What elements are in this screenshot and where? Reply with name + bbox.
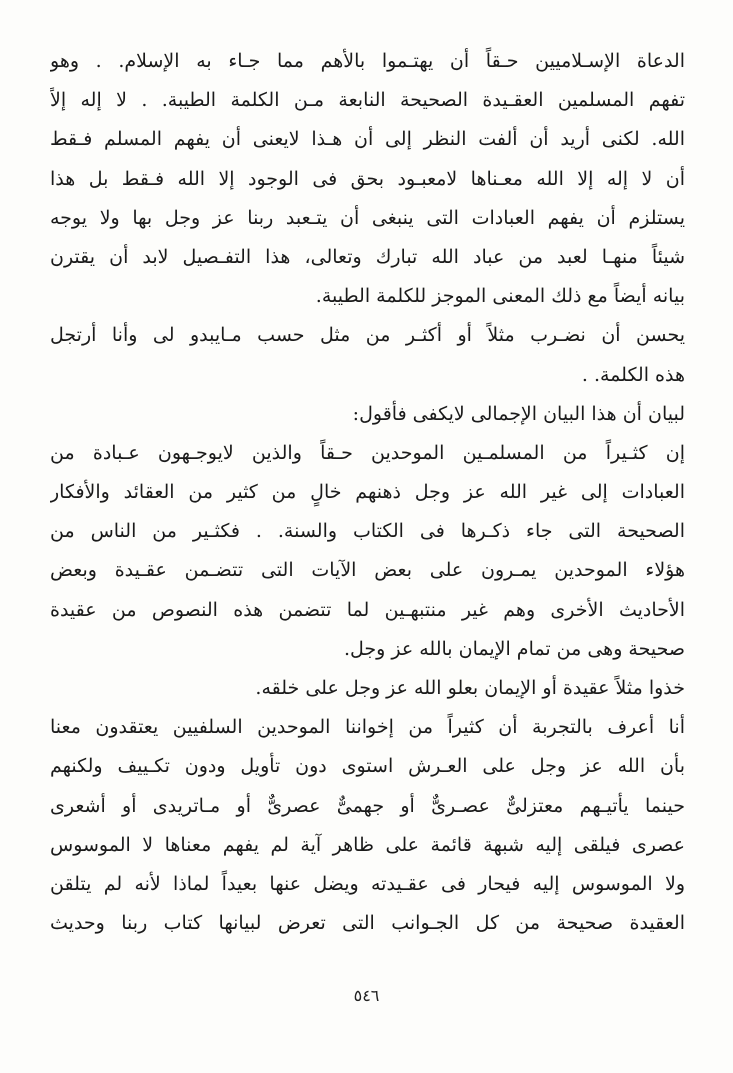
text-line: أنا أعرف بالتجربة أن كثيراً من إخواننا الموحدين السلفيين يعتقدون معنا: [50, 716, 685, 739]
text-line: ولا الموسوس إليه فيحار فى عقـيدته ويضل عنها بعيداً لماذا لأنه لم يتلقن: [50, 872, 685, 895]
text-line: تفهم المسلمين العقـيدة الصحيحة النابعة مـن الكلمة الطيبة. . لا إله إلاً: [50, 89, 685, 112]
text-line: صحيحة وهى من تمام الإيمان بالله عز وجل.: [344, 637, 685, 660]
text-line: إن كثـيراً من المسلمـين الموحدين حـقاً والذين لايوجـهون عـبادة من: [50, 441, 685, 464]
text-line: الدعاة الإسـلاميين حـقاً أن يهتـموا بالأهم مما جـاء به الإسلام. . وهو: [50, 50, 685, 72]
text-line: الله. لكنى أريد أن ألفت النظر إلى أن هـذا لايعنى أن يفهم المسلم فـقط: [50, 128, 685, 151]
text-line: العقيدة صحيحة من كل الجـوانب التى تعرض لبيانها كتاب ربنا وحديث: [50, 912, 685, 935]
text-line: الصحيحة التى جاء ذكـرها فى الكتاب والسنة. . فكثـير من الناس من: [50, 520, 685, 543]
text-line: يحسن أن نضـرب مثلاً أو أكثـر من مثل حسب مـايبدو لى وأنا أرتجل: [50, 324, 685, 347]
text-line: هؤلاء الموحدين يمـرون على بعض الآيات التى تتضـمن عقـيدة وبعض: [50, 559, 685, 582]
text-line: الأحاديث الأخرى وهم غير منتبهـين لما تتضمن هذه النصوص من عقيدة: [50, 598, 685, 621]
text-line: بيانه أيضاً مع ذلك المعنى الموجز للكلمة الطيبة.: [315, 285, 685, 308]
text-line: أن لا إله إلا الله معـناها لامعبـود بحق فى الوجود إلا الله فـقط بل هذا: [50, 167, 685, 190]
text-line: بأن الله عز وجل على العـرش استوى دون تأويل ودون تكـييف ولكنهم: [50, 755, 685, 778]
page-body-text: [50, 42, 685, 943]
text-line: لبيان أن هذا البيان الإجمالى لايكفى فأقول:: [352, 402, 685, 425]
text-line: خذوا مثلاً عقيدة أو الإيمان بعلو الله عز وجل على خلقه.: [255, 677, 685, 699]
text-line: شيئاً منهـا لعبد من عباد الله تبارك وتعالى، هذا التفـصيل لابد أن يقترن: [50, 245, 685, 268]
text-line: هذه الكلمة. .: [581, 363, 685, 386]
page-number: ٥٤٦: [353, 986, 380, 1005]
text-line: العبادات إلى غير الله عز وجل ذهنهم خالٍ من كثير من العقائد والأفكار: [50, 481, 685, 504]
text-line: حينما يأتيـهم معتزلىٌّ عصـرىٌّ أو جهمىٌّ عصرىٌّ أو مـاتريدى أو أشعرى: [50, 794, 685, 817]
text-line: عصرى فيلقى إليه شبهة قائمة على ظاهر آية لم يفهم معناها لا الموسوس: [50, 833, 685, 856]
text-line: يستلزم أن يفهم العبادات التى ينبغى أن يتـعبد ربنا عز وجل بها ولا يوجه: [50, 206, 685, 229]
